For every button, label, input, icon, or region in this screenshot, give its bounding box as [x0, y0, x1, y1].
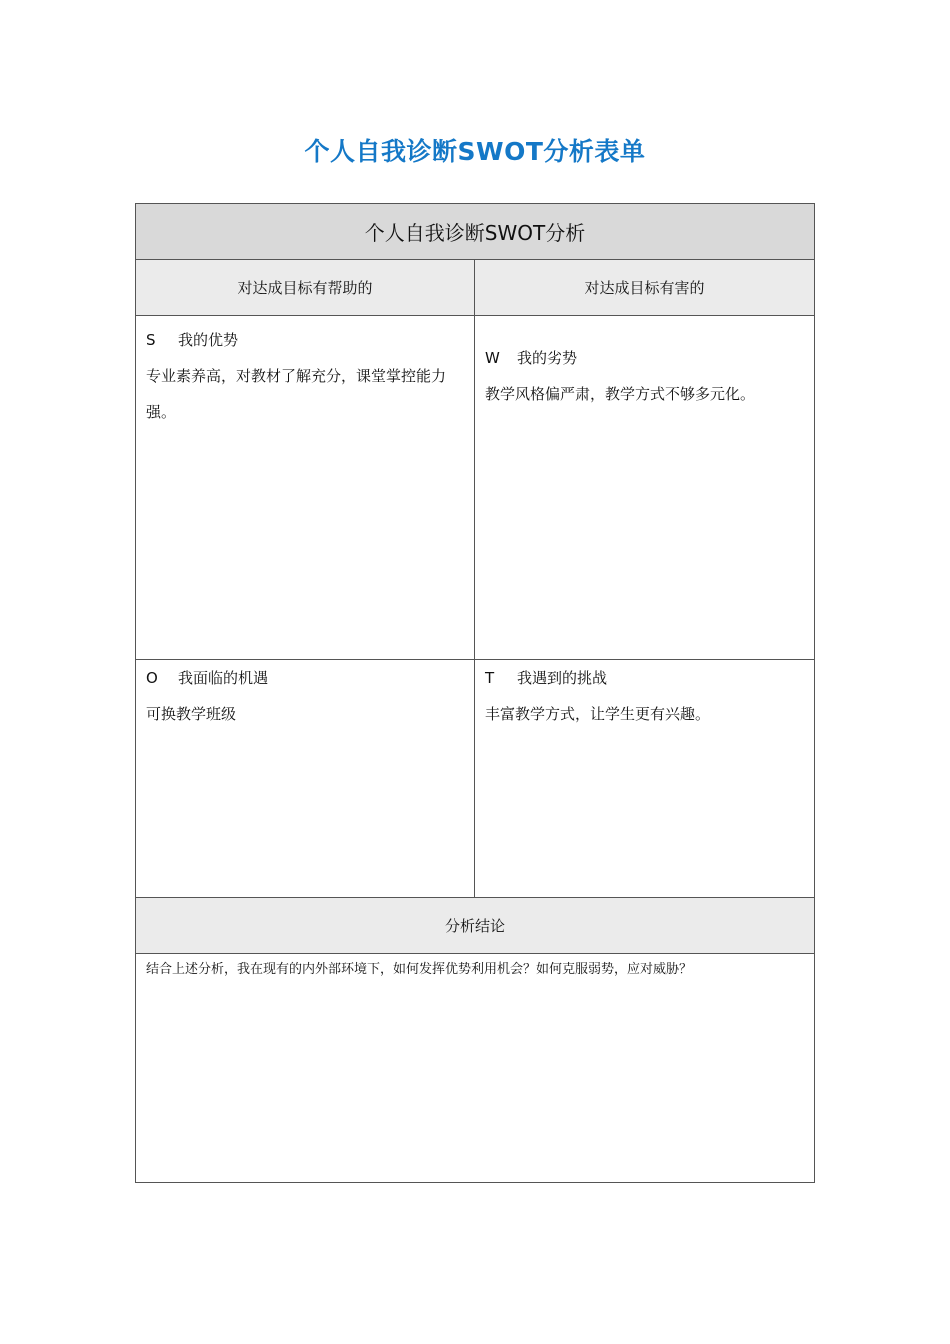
weaknesses-heading	[485, 340, 804, 376]
strengths-text: 专业素养高，对教材了解充分，课堂掌控能力强。	[146, 367, 447, 421]
table-header: 个人自我诊断SWOT分析	[136, 204, 814, 260]
conclusion-prompt: 结合上述分析，我在现有的内外部环境下，如何发挥优势利用机会？如何克服弱势，应对威胁？	[146, 962, 693, 977]
opportunities-text: 可换教学班级	[146, 705, 237, 723]
threats-title: 我遇到的挑战	[517, 669, 608, 687]
threats-text: 丰富教学方式，让学生更有兴趣。	[485, 705, 711, 723]
strengths-heading	[146, 322, 464, 358]
opportunities-letter: O	[146, 669, 158, 687]
threats-letter: T	[485, 669, 495, 687]
opportunities-cell[interactable]	[136, 660, 475, 898]
strengths-title: 我的优势	[178, 331, 239, 349]
threats-cell[interactable]	[475, 660, 814, 898]
threats-heading	[485, 660, 804, 696]
strengths-cell[interactable]	[136, 316, 475, 660]
conclusion-header: 分析结论	[136, 898, 814, 954]
page-title: 个人自我诊断SWOT分析表单	[304, 137, 646, 166]
weaknesses-cell[interactable]	[475, 316, 814, 660]
swot-table	[135, 203, 815, 1183]
strengths-letter: S	[146, 331, 156, 349]
conclusion-cell[interactable]	[136, 954, 814, 1182]
weaknesses-letter: W	[485, 349, 500, 367]
helpful-column-header: 对达成目标有帮助的	[136, 260, 475, 316]
opportunities-heading	[146, 660, 464, 696]
harmful-column-header: 对达成目标有害的	[475, 260, 814, 316]
weaknesses-text: 教学风格偏严肃，教学方式不够多元化。	[485, 385, 756, 403]
opportunities-title: 我面临的机遇	[178, 669, 269, 687]
weaknesses-title: 我的劣势	[517, 349, 578, 367]
